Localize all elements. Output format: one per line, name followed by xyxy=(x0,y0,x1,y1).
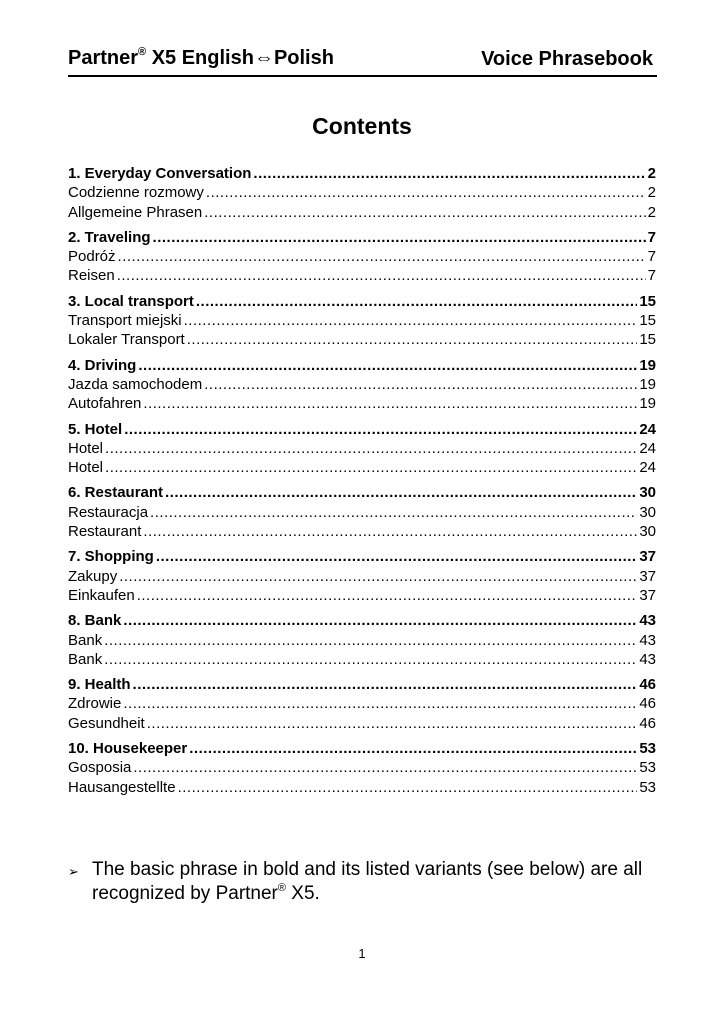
toc-dot-leader xyxy=(147,714,638,733)
note-text xyxy=(92,858,658,906)
toc-entry-page: 46 xyxy=(639,714,656,732)
toc-entry-label: Lokaler Transport xyxy=(68,331,185,349)
toc-entry-label: 7. Shopping xyxy=(68,548,154,566)
toc-entry-page: 43 xyxy=(639,631,656,649)
toc-entry-label: Restaurant xyxy=(68,523,142,541)
toc-entry-label: Restauracja xyxy=(68,503,149,521)
toc-entry-label: Hausangestellte xyxy=(68,778,176,796)
toc-entry-page: 24 xyxy=(639,459,656,477)
toc-dot-leader xyxy=(153,228,646,247)
toc-dot-leader xyxy=(118,247,646,266)
toc-entry-page: 2 xyxy=(647,203,656,221)
toc-entry-page: 37 xyxy=(639,548,656,566)
toc-dot-leader xyxy=(105,439,637,458)
header-book-title: Voice Phrasebook xyxy=(481,48,653,70)
toc-entry-label: Bank xyxy=(68,650,103,668)
toc-entry-page: 37 xyxy=(639,586,656,604)
toc-subentry[interactable] xyxy=(68,183,656,202)
header-product-name: Partner xyxy=(68,47,139,69)
toc-section xyxy=(68,611,656,669)
toc-dot-leader xyxy=(137,586,638,605)
toc-entry-label: 8. Bank xyxy=(68,612,122,630)
toc-entry-label: Zdrowie xyxy=(68,695,122,713)
toc-section xyxy=(68,420,656,478)
toc-dot-leader xyxy=(196,292,637,311)
toc-dot-leader xyxy=(187,330,638,349)
toc-dot-leader xyxy=(150,503,637,522)
toc-dot-leader xyxy=(123,694,637,713)
toc-dot-leader xyxy=(124,420,637,439)
toc-entry-label: Hotel xyxy=(68,439,104,457)
toc-subentry[interactable] xyxy=(68,503,656,522)
toc-entry-label: Reisen xyxy=(68,267,115,285)
toc-dot-leader xyxy=(119,567,637,586)
toc-entry-label: 5. Hotel xyxy=(68,420,123,438)
toc-subentry[interactable] xyxy=(68,458,656,477)
toc-chapter[interactable] xyxy=(68,675,656,694)
toc-entry-label: Hotel xyxy=(68,459,104,477)
toc-subentry[interactable] xyxy=(68,311,656,330)
toc-dot-leader xyxy=(138,356,637,375)
toc-entry-page: 19 xyxy=(639,395,656,413)
toc-entry-page: 15 xyxy=(639,312,656,330)
registered-mark: ® xyxy=(138,46,147,58)
toc-dot-leader xyxy=(165,483,637,502)
toc-entry-page: 15 xyxy=(639,292,656,310)
toc-entry-label: Bank xyxy=(68,631,103,649)
toc-entry-page: 46 xyxy=(639,695,656,713)
page-title: Contents xyxy=(312,113,412,139)
toc-entry-page: 53 xyxy=(639,778,656,796)
toc-chapter[interactable] xyxy=(68,292,656,311)
note-text-end: X5. xyxy=(286,883,320,904)
toc-dot-leader xyxy=(117,266,646,285)
table-of-contents xyxy=(68,164,656,803)
toc-chapter[interactable] xyxy=(68,420,656,439)
toc-dot-leader xyxy=(156,547,637,566)
toc-entry-page: 30 xyxy=(639,484,656,502)
toc-subentry[interactable] xyxy=(68,650,656,669)
toc-entry-label: Allgemeine Phrasen xyxy=(68,203,203,221)
toc-section xyxy=(68,547,656,605)
toc-section xyxy=(68,356,656,414)
toc-entry-label: Jazda samochodem xyxy=(68,375,203,393)
toc-entry-page: 53 xyxy=(639,740,656,758)
toc-subentry[interactable] xyxy=(68,758,656,777)
toc-entry-page: 15 xyxy=(639,331,656,349)
toc-dot-leader xyxy=(104,650,637,669)
toc-chapter[interactable] xyxy=(68,739,656,758)
toc-entry-label: Autofahren xyxy=(68,395,142,413)
toc-entry-label: Zakupy xyxy=(68,567,118,585)
toc-entry-page: 24 xyxy=(639,420,656,438)
toc-entry-page: 53 xyxy=(639,759,656,777)
toc-entry-label: Transport miejski xyxy=(68,312,182,330)
toc-chapter[interactable] xyxy=(68,164,656,183)
toc-subentry[interactable] xyxy=(68,203,656,222)
toc-subentry[interactable] xyxy=(68,394,656,413)
toc-dot-leader xyxy=(204,375,637,394)
toc-dot-leader xyxy=(189,739,637,758)
page-header xyxy=(68,44,657,77)
toc-dot-leader xyxy=(133,758,637,777)
toc-subentry[interactable] xyxy=(68,375,656,394)
toc-dot-leader xyxy=(105,458,637,477)
toc-entry-label: Podróż xyxy=(68,248,116,266)
toc-chapter[interactable] xyxy=(68,547,656,566)
toc-subentry[interactable] xyxy=(68,439,656,458)
toc-subentry[interactable] xyxy=(68,266,656,285)
toc-entry-page: 24 xyxy=(639,439,656,457)
toc-chapter[interactable] xyxy=(68,483,656,502)
note-text-main: The basic phrase in bold and its listed variants (see below) are all recognized by Partner xyxy=(92,859,643,904)
toc-entry-page: 37 xyxy=(639,567,656,585)
toc-chapter[interactable] xyxy=(68,611,656,630)
header-product-title xyxy=(68,47,334,70)
toc-entry-label: Einkaufen xyxy=(68,586,135,604)
note-paragraph xyxy=(68,858,658,906)
toc-entry-page: 2 xyxy=(647,165,656,182)
toc-subentry[interactable] xyxy=(68,694,656,713)
toc-entry-label: 4. Driving xyxy=(68,356,137,374)
toc-entry-label: 6. Restaurant xyxy=(68,484,164,502)
toc-section xyxy=(68,739,656,797)
toc-section xyxy=(68,292,656,350)
toc-dot-leader xyxy=(123,611,637,630)
toc-dot-leader xyxy=(143,522,637,541)
toc-subentry[interactable] xyxy=(68,778,656,797)
toc-chapter[interactable] xyxy=(68,228,656,247)
page-number: 1 xyxy=(358,946,366,961)
toc-entry-page: 7 xyxy=(647,248,656,266)
toc-subentry[interactable] xyxy=(68,567,656,586)
toc-entry-label: Gesundheit xyxy=(68,714,145,732)
header-language-pair: X5 English⇔Polish xyxy=(146,47,334,69)
toc-dot-leader xyxy=(178,778,638,797)
toc-section xyxy=(68,164,656,222)
toc-entry-page: 46 xyxy=(639,676,656,694)
toc-entry-label: 2. Traveling xyxy=(68,228,151,246)
toc-subentry[interactable] xyxy=(68,586,656,605)
toc-chapter[interactable] xyxy=(68,356,656,375)
note-registered-mark: ® xyxy=(277,882,286,894)
toc-section xyxy=(68,675,656,733)
toc-entry-page: 7 xyxy=(647,267,656,285)
toc-dot-leader xyxy=(143,394,637,413)
toc-subentry[interactable] xyxy=(68,714,656,733)
toc-entry-label: 3. Local transport xyxy=(68,292,194,310)
toc-dot-leader xyxy=(253,164,645,183)
toc-dot-leader xyxy=(206,183,646,202)
toc-entry-page: 30 xyxy=(639,503,656,521)
toc-entry-label: 10. Housekeeper xyxy=(68,740,188,758)
toc-entry-label: Codzienne rozmowy xyxy=(68,184,204,202)
toc-entry-page: 43 xyxy=(639,612,656,630)
toc-entry-page: 19 xyxy=(639,356,656,374)
toc-subentry[interactable] xyxy=(68,522,656,541)
toc-section xyxy=(68,228,656,286)
toc-entry-page: 19 xyxy=(639,375,656,393)
toc-entry-label: Gosposia xyxy=(68,759,132,777)
toc-entry-page: 7 xyxy=(647,228,656,246)
toc-entry-label: 9. Health xyxy=(68,676,131,694)
arrow-bullet-icon: ➢ xyxy=(68,864,79,879)
toc-entry-page: 30 xyxy=(639,523,656,541)
toc-dot-leader xyxy=(104,631,637,650)
toc-dot-leader xyxy=(204,203,645,222)
toc-entry-page: 2 xyxy=(647,184,656,202)
toc-section xyxy=(68,483,656,541)
toc-entry-page: 43 xyxy=(639,650,656,668)
toc-subentry[interactable] xyxy=(68,631,656,650)
toc-dot-leader xyxy=(133,675,638,694)
toc-subentry[interactable] xyxy=(68,330,656,349)
toc-subentry[interactable] xyxy=(68,247,656,266)
toc-entry-label: 1. Everyday Conversation xyxy=(68,165,252,182)
toc-dot-leader xyxy=(184,311,638,330)
